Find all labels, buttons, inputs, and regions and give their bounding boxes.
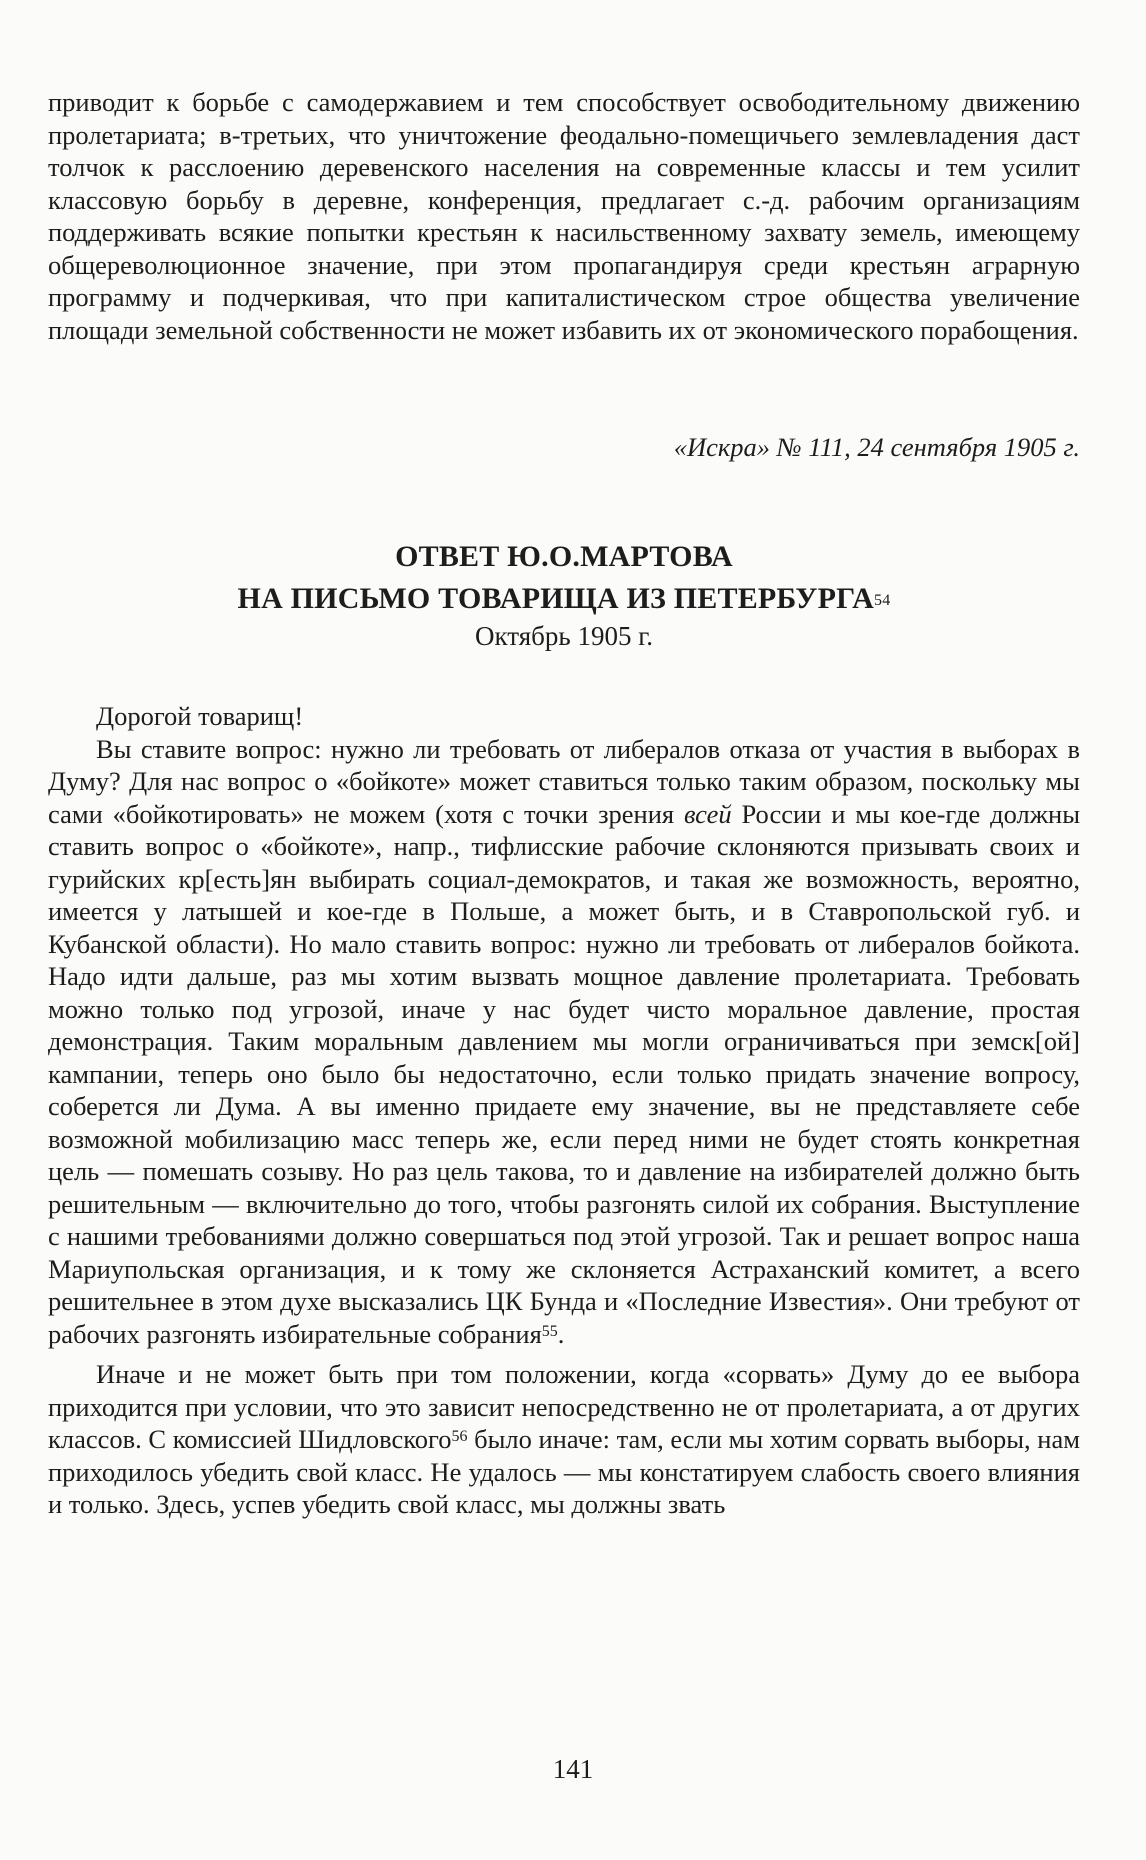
paragraph-2-text-a: Иначе и не может быть при том положении, когда «сорвать» Думу до ее выбора приходится при условии, что это зависит непосредственно не от пролетариата, а от других классов. С комиссией Шидловского [48, 1359, 1080, 1454]
letter-paragraph-2 [48, 1358, 1080, 1521]
article-title-text: НА ПИСЬМО ТОВАРИЩА ИЗ ПЕТЕРБУРГА [237, 582, 875, 615]
letter-body [48, 700, 1080, 1521]
paragraph-1-end: . [557, 1318, 565, 1349]
paragraph-1-text-a: Вы ставите вопрос: нужно ли требовать от либералов отказа от участия в выборах в Думу? Для нас вопрос о «бойкоте» может ставиться только таким образом, поскольку мы сами «бойкотировать» не можем (хотя с точки зрения [48, 733, 1080, 829]
article-date: Октябрь 1905 г. [475, 621, 653, 651]
paragraph-1-text-b: России и мы кое-где должны ставить вопрос о «бойкоте», напр., тифлисские рабочие склоняются призывать своих и гурийских кр[есть]ян выбирать социал-демократов, и такая же возможность, вероятно, имеется у латышей и кое-где в Польше, а может быть, и в Ставропольской губ. и Кубанской области). Но мало ставить вопрос: нужно ли требовать от либералов бойкота. Надо идти дальше, раз мы хотим вызвать мощное давление пролетариата. Требовать можно только под угрозой, иначе у нас будет чисто моральное давление, простая демонстрация. Таким моральным давлением мы могли ограничиваться при земск[ой] кампании, теперь оно было бы недостаточно, если только придать значение вопросу, соберется ли Дума. А вы именно придаете ему значение, вы не представляете себе возможной мобилизацию масс теперь же, если перед ними не будет стоять конкретная цель — помешать созыву. Но раз цель такова, то и давление на избирателей должно быть решительным — включительно до того, чтобы разгонять силой их собрания. Выступление с нашими требованиями должно совершаться под этой угрозой. Так и решает вопрос наша Мариупольская организация, и к тому же склоняется Астраханский комитет, а всего решительнее в этом духе высказались ЦК Бунда и «Последние Известия». Они требуют от рабочих разгонять избирательные собрания [48, 798, 1080, 1349]
page-number: 141 [552, 1754, 594, 1784]
article-title-line-1: ОТВЕТ Ю.О.МАРТОВА [395, 540, 733, 573]
intro-text: приводит к борьбе с самодержавием и тем способствует освободительному движению пролетариата; в-третьих, что уничтожение феодально-помещичьего землевладения даст толчок к расслоению деревенского населения на современные классы и тем усилит классовую борьбу в деревне, конференция, предлагает с.-д. рабочим организациям поддерживать всякие попытки крестьян к насильственному захвату земель, имеющему общереволюционное значение, при этом пропагандируя среди крестьян аграрную программу и подчеркивая, что при капиталистическом строе общества увеличение площади земельной собственности не может избавить их от экономического порабощения. [48, 87, 1080, 345]
footnote-ref-56: 56 [451, 1428, 468, 1445]
title-footnote-ref: 54 [874, 592, 891, 609]
source-citation: «Искра» № 111, 24 сентября 1905 г. [673, 432, 1080, 462]
paragraph-1-emphasis: всей [684, 798, 732, 829]
intro-paragraph [48, 86, 1080, 346]
paragraph-2-text-b: было иначе: там, если мы хотим сорвать выборы, нам приходилось убедить свой класс. Не удалось — мы констатируем слабость своего влияния и только. Здесь, успев убедить свой класс, мы должны звать [48, 1424, 1080, 1519]
letter-paragraph-1 [48, 733, 1080, 1351]
letter-greeting: Дорогой товарищ! [96, 701, 304, 731]
footnote-ref-55: 55 [541, 1322, 558, 1340]
article-title-line-2 [48, 578, 1080, 620]
